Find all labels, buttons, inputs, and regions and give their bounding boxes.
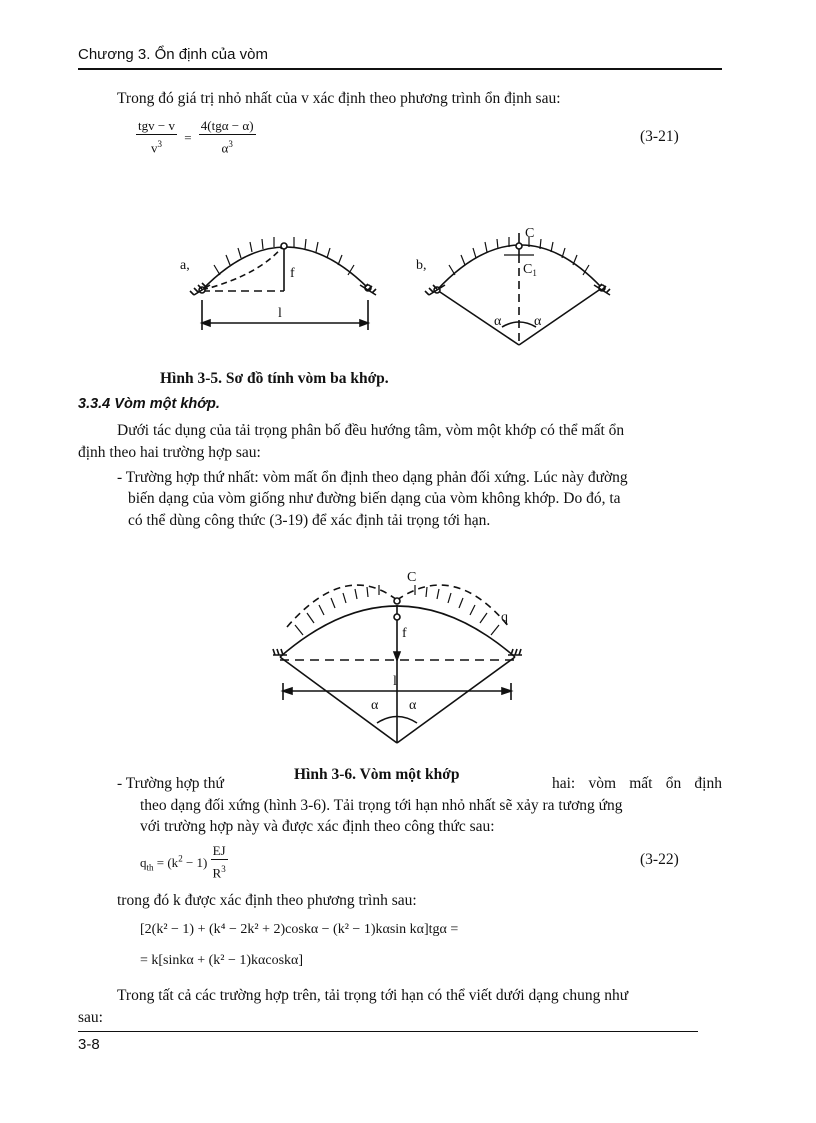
fig36-label-l: l: [393, 674, 397, 689]
section-title: 3.3.4 Vòm một khớp.: [78, 396, 220, 412]
fig36-label-f: f: [402, 626, 407, 641]
bullet-2-line-1-left: - Trường hợp thứ: [117, 775, 224, 792]
chapter-header: Chương 3. Ổn định của vòm: [78, 46, 268, 63]
fig35-label-a: a,: [180, 258, 190, 273]
deformed-left: [287, 585, 397, 627]
deformed-right: [397, 585, 509, 627]
page-number: 3-8: [78, 1036, 100, 1053]
figure-3-6-caption: Hình 3-6. Vòm một khớp: [294, 766, 460, 783]
equation-number-3-22: (3-22): [640, 851, 679, 868]
eq21-lhs-fraction: $\frac{\text{tgv − v}}{v^3}$: [138, 118, 175, 156]
radius-left: [280, 657, 397, 743]
header-rule: [78, 68, 722, 70]
paragraph-2-line-1: Dưới tác dụng của tải trọng phân bố đều hướng tâm, vòm một khớp có thể mất ổn: [117, 422, 625, 439]
paragraph-2-line-2: định theo hai trường hợp sau:: [78, 444, 261, 461]
fig35-label-C: C: [525, 226, 535, 241]
bullet-2-line-1-right: hai: vòm mất ổn định: [552, 775, 722, 792]
intro-paragraph: Trong đó giá trị nhỏ nhất của v xác định theo phương trình ổn định sau:: [117, 90, 561, 107]
equation-3-21: $\frac{\text{tgv − v}}{v^3}$ = $\frac{\text{4(tgα − α)}}{\alpha^3}$: [138, 118, 254, 156]
eq21-rhs-fraction: $\frac{\text{4(tgα − α)}}{\alpha^3}$: [200, 118, 254, 156]
figure-3-6: [265, 565, 535, 750]
fig36-label-C: C: [407, 570, 417, 585]
figure-3-5-caption: Hình 3-5. Sơ đồ tính vòm ba khớp.: [160, 370, 389, 387]
fig35-label-f: f: [290, 266, 295, 281]
paragraph-4-line-1: Trong tất cả các trường hợp trên, tải trọng tới hạn có thể viết dưới dạng chung như: [117, 987, 629, 1004]
fig35-label-b: b,: [416, 258, 427, 273]
bullet-1-line-3: có thể dùng công thức (3-19) để xác định tải trọng tới hạn.: [128, 512, 491, 529]
fig36-alpha-right: α: [409, 698, 417, 713]
equation-k-line-2: = k[sinkα + (k² − 1)kαcoskα]: [140, 953, 304, 968]
eq22-fraction: $\frac{EJ}{R^3}$: [212, 843, 226, 881]
deformed-arch-a: [202, 245, 284, 290]
footer-rule: [78, 1031, 698, 1032]
bullet-2-line-2: theo dạng đối xứng (hình 3-6). Tải trọng tới hạn nhỏ nhất sẽ xảy ra tương ứng: [140, 797, 623, 814]
bullet-1-line-1: - Trường hợp thứ nhất: vòm mất ổn định theo dạng phản đối xứng. Lúc này đường: [117, 469, 628, 486]
figure-3-5: [150, 215, 630, 365]
bullet-1-line-2: biến dạng của vòm giống như đường biến dạng của vòm không khớp. Do đó, ta: [128, 490, 621, 507]
fig35-alpha-left: α: [494, 314, 502, 329]
paragraph-4-line-2: sau:: [78, 1009, 103, 1026]
fig36-alpha-left: α: [371, 698, 379, 713]
radius-right-b: [519, 288, 602, 345]
equation-number-3-21: (3-21): [640, 128, 679, 145]
fig36-label-q: q: [501, 610, 508, 625]
paragraph-3: trong đó k được xác định theo phương trình sau:: [117, 892, 417, 909]
equation-3-22: $q_{th} = (k^2 - 1)$ $\frac{EJ}{R^3}$: [140, 843, 226, 881]
bullet-2-line-3: với trường hợp này và được xác định theo công thức sau:: [140, 818, 495, 835]
equation-k-line-1: [2(k² − 1) + (k⁴ − 2k² + 2)coskα − (k² − 1)kαsin kα]tgα =: [140, 922, 459, 937]
arch-a: [202, 247, 368, 290]
fig35-alpha-right: α: [534, 314, 542, 329]
radius-left-b: [437, 290, 519, 345]
fig35-label-C1: $C_1$: [523, 262, 537, 278]
fig35-label-l: l: [278, 306, 282, 321]
